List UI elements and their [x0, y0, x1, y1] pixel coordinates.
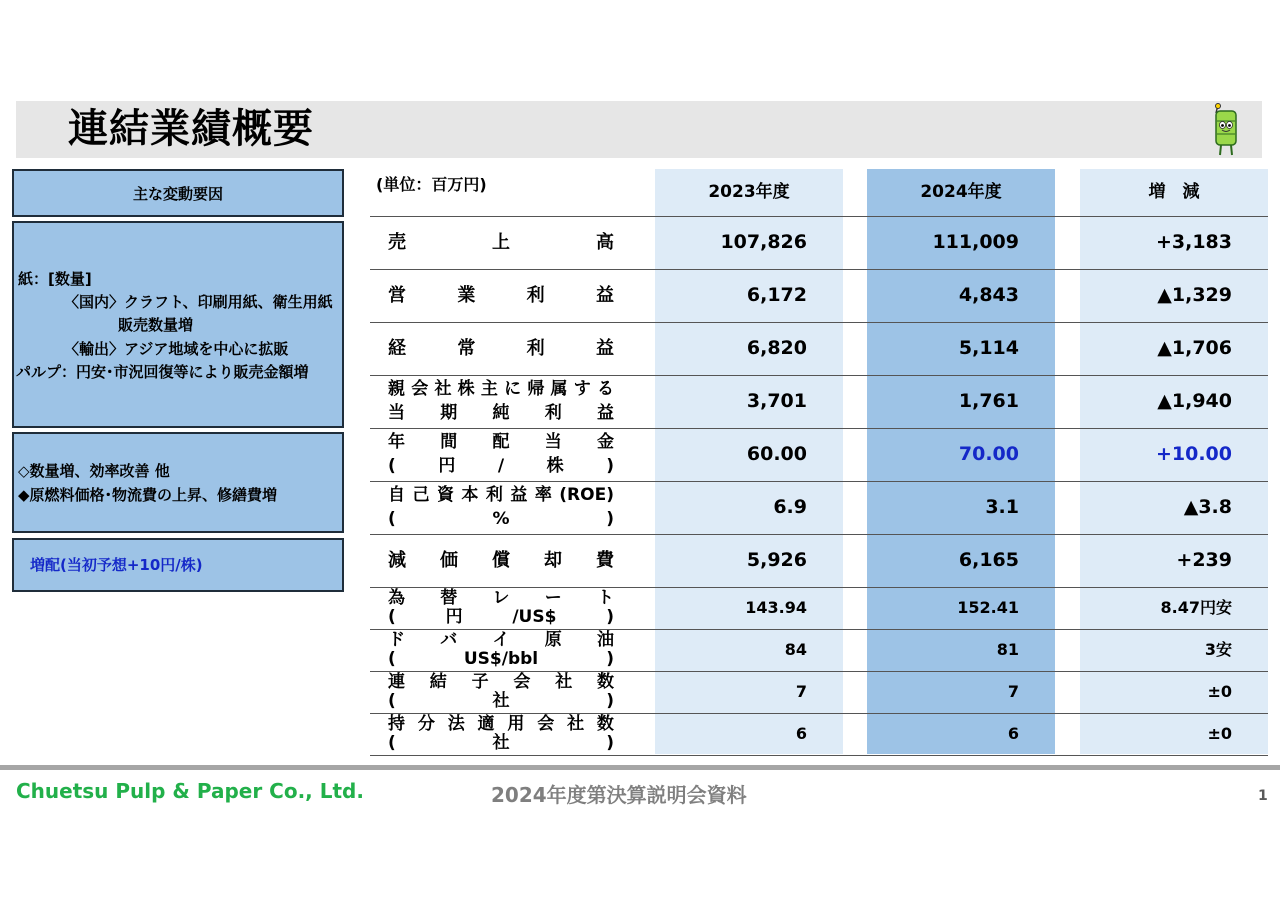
label-char: ー: [544, 588, 562, 608]
header-2023: 2023年度: [708, 182, 790, 202]
value-diff: 8.47円安: [1160, 598, 1232, 617]
factors-header: 主な変動要因: [12, 169, 344, 217]
value-2024: 6,165: [958, 549, 1019, 571]
factor-line: 販売数量増: [118, 316, 194, 334]
value-2024: 1,761: [958, 390, 1019, 412]
label-char: 結: [429, 672, 447, 692]
label-char: 益: [595, 338, 614, 359]
value-2023: 5,926: [746, 549, 807, 571]
label-char: ト: [597, 588, 614, 608]
label-char: 持: [388, 714, 405, 734]
table-row: [370, 629, 1268, 671]
table-row: [370, 269, 1268, 322]
label-char: る: [596, 379, 614, 399]
label-char: 上: [492, 232, 510, 253]
label-char: 会: [411, 379, 429, 399]
row-label: [388, 216, 614, 269]
value-2024: 152.41: [957, 598, 1019, 617]
label-char: 高: [596, 232, 614, 253]
label-char: (: [388, 733, 396, 753]
value-2024: 7: [1007, 682, 1019, 701]
label-char: 期: [440, 403, 458, 423]
label-char: 常: [457, 338, 476, 359]
row-label: [388, 322, 614, 375]
value-diff: +10.00: [1155, 443, 1232, 465]
label-char: 親: [388, 379, 405, 399]
label-char: (: [388, 649, 396, 669]
label-char: 社: [567, 714, 585, 734]
page-title: 連結業績概要: [68, 106, 314, 152]
label-char: 当: [388, 403, 405, 423]
value-2024: 70.00: [958, 443, 1019, 465]
label-char: 業: [457, 285, 476, 306]
label-char: 法: [447, 714, 465, 734]
label-char: 油: [597, 630, 614, 650]
factor-line: パルプ：円安･市況回復等により販売金額増: [16, 363, 309, 381]
mascot-icon: [1210, 103, 1242, 157]
row-label: [388, 631, 614, 669]
value-diff: ±0: [1207, 724, 1232, 743]
label-char: (: [388, 456, 396, 476]
label-char: 利: [544, 403, 562, 423]
label-char: (: [388, 509, 396, 529]
label-char: 社: [492, 691, 510, 711]
table-row: [370, 587, 1268, 629]
document-title: 2024年度第決算説明会資料: [491, 783, 747, 807]
label-char: 自: [388, 485, 405, 505]
label-char: 会: [513, 672, 531, 692]
label-char: バ: [440, 630, 458, 650]
label-char: 子: [471, 672, 489, 692]
label-char: 費: [596, 550, 614, 571]
label-char: 益: [597, 403, 614, 423]
label-char: に: [504, 379, 522, 399]
label-char: 年: [388, 432, 405, 452]
row-label: [388, 430, 614, 478]
value-diff: ±0: [1207, 682, 1232, 701]
row-divider: [370, 755, 1268, 756]
value-2024: 4,843: [958, 284, 1019, 306]
factors-box-dividend: [12, 538, 344, 592]
value-diff: ▲3.8: [1183, 496, 1232, 518]
factors-box-profit: [12, 432, 344, 533]
value-2023: 6.9: [773, 496, 807, 518]
label-char: 会: [537, 714, 555, 734]
table-row: [370, 671, 1268, 713]
value-2024: 6: [1007, 724, 1019, 743]
value-2023: 143.94: [745, 598, 807, 617]
row-label: [388, 483, 614, 531]
factor-line: 〈国内〉クラフト、印刷用紙、衛生用紙: [64, 293, 333, 311]
label-char: US$/bbl: [463, 649, 539, 669]
value-2024: 3.1: [985, 496, 1019, 518]
label-char: 本: [461, 485, 479, 505]
value-2023: 60.00: [746, 443, 807, 465]
label-char: 経: [388, 338, 406, 359]
value-diff: ▲1,706: [1157, 337, 1232, 359]
label-char: 資: [436, 485, 454, 505]
value-2023: 6,820: [746, 337, 807, 359]
table-row: [370, 322, 1268, 375]
value-diff: +3,183: [1155, 231, 1232, 253]
factor-line: 紙：[数量]: [18, 270, 92, 288]
label-char: ): [606, 691, 614, 711]
label-char: 適: [477, 714, 495, 734]
table-row: [370, 534, 1268, 587]
company-name: Chuetsu Pulp & Paper Co., Ltd.: [16, 779, 364, 803]
row-label: [388, 377, 614, 425]
label-char: 己: [412, 485, 430, 505]
footer-divider: [0, 765, 1280, 770]
label-char: 価: [440, 550, 458, 571]
label-char: ): [606, 733, 614, 753]
factor-line: 〈輸出〉アジア地域を中心に拡販: [64, 340, 289, 358]
label-char: 原: [544, 630, 562, 650]
value-2023: 84: [784, 640, 807, 659]
label-char: 却: [544, 550, 562, 571]
value-2023: 107,826: [720, 231, 807, 253]
label-char: 数: [596, 714, 614, 734]
table-row: [370, 481, 1268, 534]
unit-label: (単位：百万円): [376, 175, 487, 194]
value-2023: 3,701: [746, 390, 807, 412]
label-char: 利: [526, 338, 545, 359]
page-number: 1: [1258, 788, 1268, 804]
title-bar: [16, 101, 1262, 158]
label-char: (ROE): [559, 485, 614, 505]
row-label: [388, 715, 614, 753]
label-char: 益: [510, 485, 528, 505]
label-char: 営: [388, 285, 406, 306]
dividend-note: 増配(当初予想+10円/株): [30, 556, 203, 574]
value-diff: 3安: [1204, 640, 1232, 659]
table-row: [370, 375, 1268, 428]
label-char: ): [606, 456, 614, 476]
label-char: ): [606, 649, 614, 669]
value-diff: ▲1,940: [1157, 390, 1232, 412]
label-char: ): [606, 607, 614, 627]
label-char: /US$: [512, 607, 557, 627]
table-row: [370, 713, 1268, 755]
label-char: 売: [388, 232, 406, 253]
label-char: 社: [555, 672, 573, 692]
value-2023: 6,172: [746, 284, 807, 306]
label-char: 株: [546, 456, 564, 476]
label-char: 率: [534, 485, 552, 505]
label-char: /: [497, 456, 505, 476]
table-row: [370, 428, 1268, 481]
row-label: [388, 269, 614, 322]
label-char: 配: [492, 432, 510, 452]
label-char: 社: [492, 733, 510, 753]
label-char: 金: [597, 432, 614, 452]
factors-box-sales: [12, 221, 344, 428]
label-char: 用: [507, 714, 525, 734]
value-2024: 5,114: [958, 337, 1019, 359]
header-2024: 2024年度: [920, 182, 1002, 202]
label-char: 減: [388, 550, 406, 571]
label-char: (: [388, 691, 396, 711]
label-char: 益: [595, 285, 614, 306]
label-char: 間: [440, 432, 458, 452]
value-diff: +239: [1176, 549, 1232, 571]
header-diff: 増 減: [1148, 182, 1200, 202]
label-char: 分: [417, 714, 435, 734]
label-char: 社: [434, 379, 452, 399]
label-char: 属: [550, 379, 568, 399]
label-char: 利: [526, 285, 545, 306]
factor-line: ◇数量増、効率改善 他: [18, 462, 170, 480]
label-char: 利: [485, 485, 503, 505]
label-char: %: [492, 509, 510, 529]
label-char: (: [388, 607, 396, 627]
label-char: 円: [438, 456, 456, 476]
table-row: [370, 216, 1268, 269]
value-diff: ▲1,329: [1157, 284, 1232, 306]
row-label: [388, 673, 614, 711]
label-char: 円: [445, 607, 463, 627]
label-char: 連: [388, 672, 405, 692]
label-char: 償: [492, 550, 510, 571]
label-char: す: [573, 379, 591, 399]
row-label: [388, 589, 614, 627]
label-char: 替: [440, 588, 458, 608]
factor-line: ◆原燃料価格･物流費の上昇、修繕費増: [18, 486, 278, 504]
value-2023: 7: [795, 682, 807, 701]
label-char: ド: [388, 630, 405, 650]
label-char: 数: [596, 672, 614, 692]
label-char: 当: [544, 432, 562, 452]
value-2024: 111,009: [932, 231, 1019, 253]
value-2024: 81: [996, 640, 1019, 659]
row-label: [388, 534, 614, 587]
label-char: 為: [388, 588, 405, 608]
label-char: レ: [492, 588, 510, 608]
label-char: 帰: [527, 379, 545, 399]
value-2023: 6: [795, 724, 807, 743]
label-char: 主: [480, 379, 498, 399]
label-char: イ: [492, 630, 510, 650]
label-char: ): [606, 509, 614, 529]
label-char: 純: [492, 403, 510, 423]
label-char: 株: [457, 379, 475, 399]
